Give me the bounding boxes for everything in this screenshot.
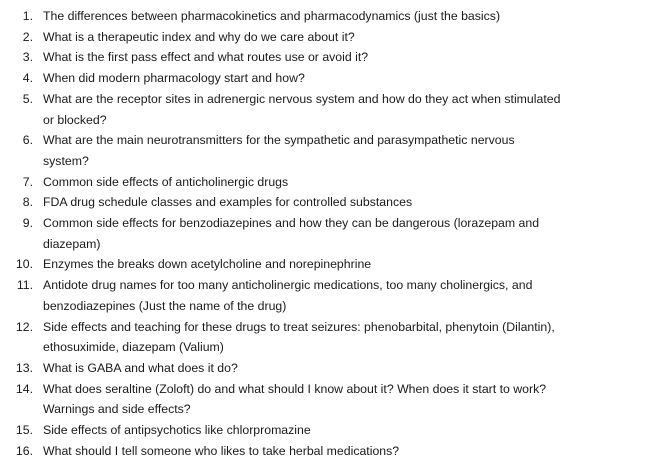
list-item-line: The differences between pharmacokinetics and pharmacodynamics (just the basics) (43, 9, 501, 23)
list-item-line: What are the receptor sites in adrenergic nervous system and how do they act when stimulated (43, 91, 561, 106)
list-item-line: Antidote drug names for too many anticholinergic medications, too many cholinergics, and (43, 278, 533, 293)
list-item (0, 213, 657, 254)
list-item (0, 27, 657, 48)
list-item-text (43, 317, 643, 358)
list-item-text (43, 379, 643, 420)
list-item-text (43, 27, 643, 48)
list-item (0, 47, 657, 68)
list-item-number: 14. (15, 381, 33, 396)
list-item-line: Warnings and side effects? (43, 402, 191, 417)
list-item (0, 130, 657, 171)
list-item-number: 6. (22, 133, 33, 148)
list-item-number: 11. (16, 278, 33, 293)
list-item-line: Common side effects for benzodiazepines and how they can be dangerous (lorazepam and (43, 216, 540, 231)
list-item-number: 4. (22, 71, 33, 86)
list-item-text (43, 358, 643, 379)
list-item-line: or blocked? (43, 112, 107, 127)
list-item-line: What should I tell someone who likes to take herbal medications? (43, 443, 400, 458)
list-item-line: Side effects of antipsychotics like chlorpromazine (43, 423, 311, 438)
list-item-text (43, 441, 643, 462)
list-item-number: 3. (22, 50, 33, 65)
list-item-text (43, 275, 643, 316)
list-item-text (43, 6, 643, 27)
list-item-line: system? (43, 153, 89, 168)
list-item-number: 7. (22, 174, 33, 189)
list-item-line: What are the main neurotransmitters for the sympathetic and parasympathetic nervous (43, 133, 515, 148)
list-item (0, 441, 657, 462)
list-item-number: 10. (15, 257, 33, 272)
list-item (0, 317, 657, 358)
list-item-line: FDA drug schedule classes and examples for controlled substances (43, 195, 413, 210)
list-item-text (43, 68, 643, 89)
list-item-number: 2. (22, 29, 33, 44)
list-item-number: 16. (15, 443, 33, 458)
list-item (0, 172, 657, 193)
list-item-text (43, 89, 643, 130)
list-item-text (43, 47, 643, 68)
list-item-line: What is GABA and what does it do? (43, 360, 238, 375)
list-item-line: Side effects and teaching for these drugs to treat seizures: phenobarbital, phenytoin (Dilantin), (43, 319, 555, 334)
list-item-text (43, 192, 643, 213)
list-item-text (43, 130, 643, 171)
list-item-text (43, 420, 643, 441)
list-item (0, 420, 657, 441)
list-item-number: 12. (15, 319, 33, 334)
list-item-number: 13. (15, 360, 33, 375)
list-item-line: What does seraltine (Zoloft) do and what should I know about it? When does it start to work? (43, 381, 547, 396)
list-item-text (43, 213, 643, 254)
list-item-text (43, 254, 643, 275)
list-item-line: Enzymes the breaks down acetylcholine and norepinephrine (43, 257, 372, 272)
list-item-line: benzodiazepines (Just the name of the drug) (43, 298, 287, 313)
list-item-text (43, 172, 643, 193)
list-item (0, 254, 657, 275)
list-item (0, 6, 657, 27)
list-item (0, 89, 657, 130)
list-item-number: 8. (22, 195, 33, 210)
list-item-line: When did modern pharmacology start and how? (43, 71, 305, 86)
list-item-number: 15. (15, 423, 33, 438)
list-item (0, 192, 657, 213)
list-item (0, 379, 657, 420)
list-item-line: ethosuximide, diazepam (Valium) (43, 340, 224, 355)
list-item-number: 5. (22, 91, 33, 106)
list-item-number: 1. (22, 9, 33, 23)
list-item (0, 68, 657, 89)
list-item (0, 358, 657, 379)
list-item (0, 275, 657, 316)
list-item-line: diazepam) (43, 236, 101, 251)
list-item-number: 9. (22, 216, 33, 231)
list-item-line: What is the first pass effect and what routes use or avoid it? (43, 50, 369, 65)
list-item-line: What is a therapeutic index and why do we care about it? (43, 29, 355, 44)
list-item-line: Common side effects of anticholinergic drugs (43, 174, 289, 189)
question-list (0, 6, 657, 461)
